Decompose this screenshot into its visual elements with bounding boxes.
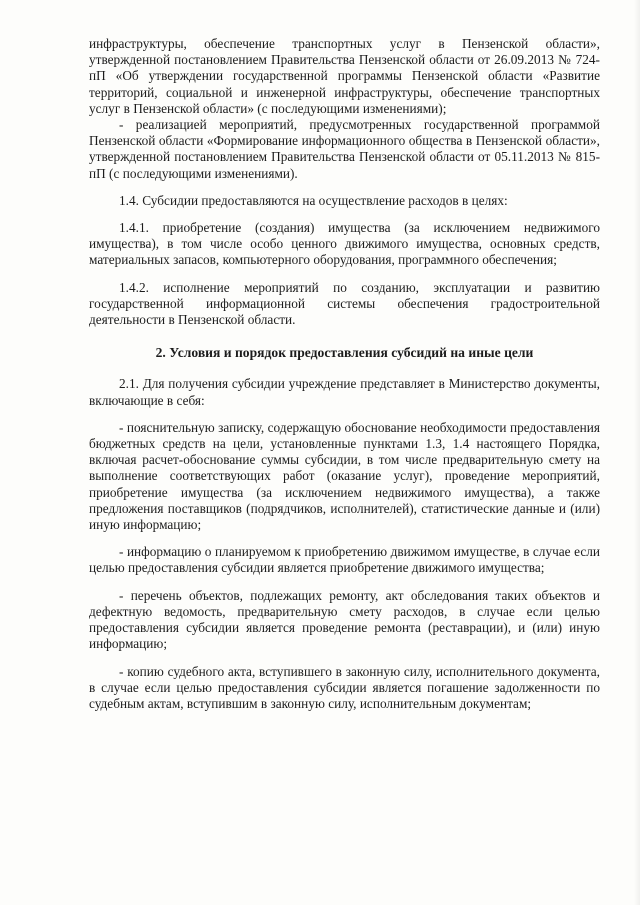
paragraph-1-4-1: 1.4.1. приобретение (создания) имущества (за исключением недвижимого имущества), в том числе особо ценного движимого имущества, основных средств, материальных запасов, компьютерного оборудования, программного обеспечения; <box>89 220 600 268</box>
list-item-movable-property: - информацию о планируемом к приобретению движимом имуществе, в случае если целью предоставления субсидии является приобретение движимого имущества; <box>89 544 600 576</box>
scan-edge-shadow <box>634 0 640 905</box>
paragraph-2-1: 2.1. Для получения субсидии учреждение представляет в Министерство документы, включающие в себя: <box>89 376 600 408</box>
list-item-repair-objects: - перечень объектов, подлежащих ремонту, акт обследования таких объектов и дефектную ведомость, предварительную смету расходов, в случае если целью предоставления субсидии является проведение ремонта (реставрации), и (или) иную информацию; <box>89 587 600 652</box>
paragraph-information-society: - реализацией мероприятий, предусмотренных государственной программой Пензенской области «Формирование информационного общества в Пензенской области», утвержденной постановлением Правительства Пензенской области от 05.11.2013 № 815-пП (с последующими изменениями). <box>89 117 600 181</box>
section-heading: 2. Условия и порядок предоставления субсидий на иные цели <box>155 345 534 361</box>
list-item-court-act: - копию судебного акта, вступившего в законную силу, исполнительного документа, в случае если целью предоставления субсидии является погашение задолженности по судебным актам, вступившим в законную силу, исполнительным документам; <box>89 663 600 711</box>
list-item-explanatory-note: - пояснительную записку, содержащую обоснование необходимости предоставления бюджетных средств на цели, установленные пунктами 1.3, 1.4 настоящего Порядка, включая расчет-обоснование суммы субсидии, в том числе предварительную смету на выполнение соответствующих работ (оказание услуг), проведение мероприятий, приобретение имущества (за исключением недвижимого имущества), а также предложения поставщиков (подрядчиков, исполнителей), статистические данные и (или) иную информацию; <box>89 419 600 533</box>
paragraph-1-4: 1.4. Субсидии предоставляются на осуществление расходов в целях: <box>119 192 508 208</box>
paragraph-program-continuation: инфраструктуры, обеспечение транспортных услуг в Пензенской области», утвержденной постановлением Правительства Пензенской области от 26.09.2013 № 724-пП «Об утверждении государственной программы Пензенской области «Развитие территорий, социальной и инженерной инфраструктуры, обеспечение транспортных услуг в Пензенской области» (с последующими изменениями); <box>89 36 600 116</box>
paragraph-1-4-2: 1.4.2. исполнение мероприятий по созданию, эксплуатации и развитию государственной информационной системы обеспечения градостроительной деятельности в Пензенской области. <box>89 279 600 328</box>
